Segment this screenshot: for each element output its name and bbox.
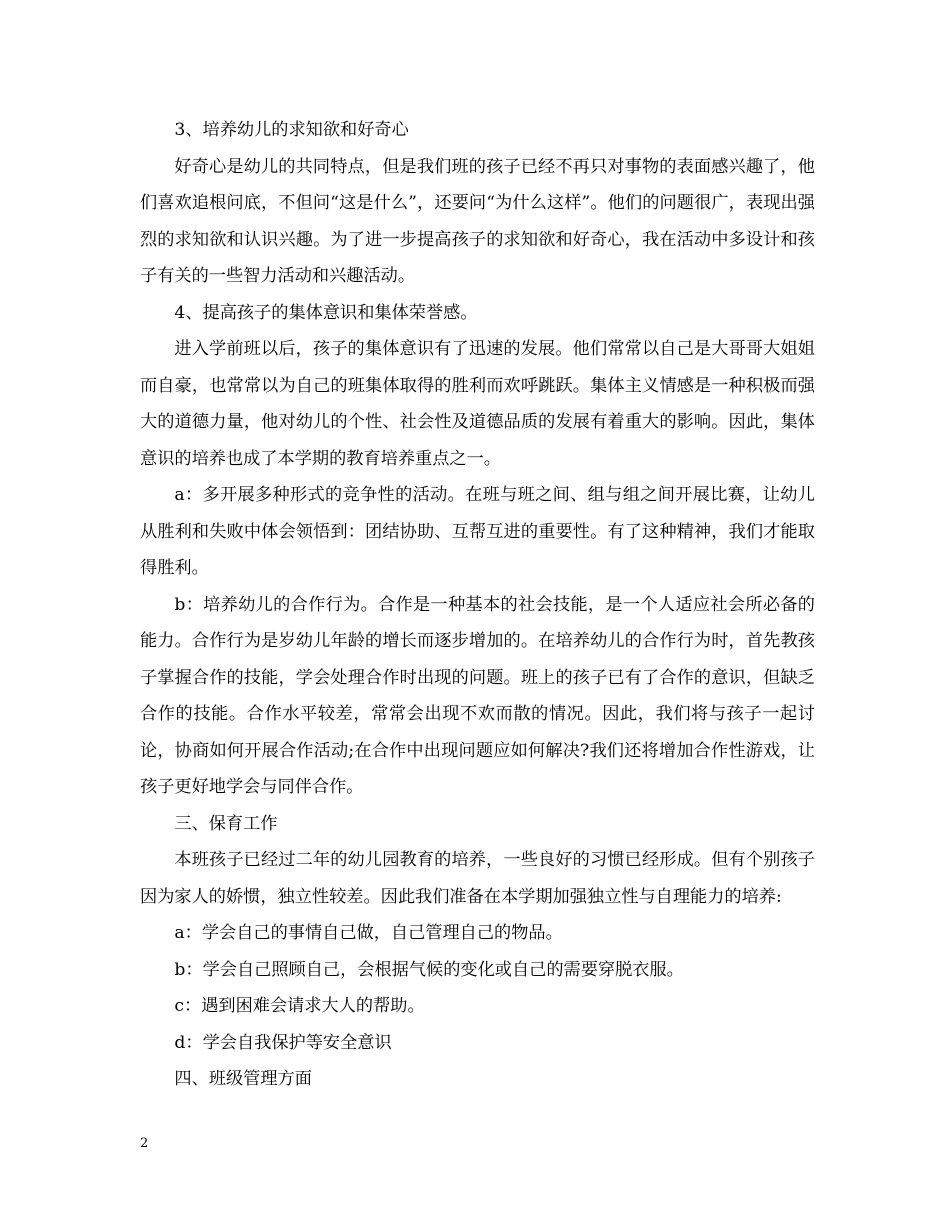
list-item-safety: d：学会自我保护等安全意识 (174, 1032, 392, 1053)
paragraph-collective-awareness: 进入学前班以后，孩子的集体意识有了迅速的发展。他们常常以自己是大哥哥大姐姐而自豪，也常常以为自己的班集体取得的胜利而欢呼跳跃。集体主义情感是一种积极而强大的道德力量，他对幼儿的个性、社会性及道德品质的发展有着重大的影响。因此，集体意识的培养也成了本学期的教育培养重点之一。 (140, 339, 815, 469)
page-number: 2 (140, 1136, 149, 1151)
heading-curiosity: 3、培养幼儿的求知欲和好奇心 (174, 120, 409, 140)
paragraph-childcare: 本班孩子已经过二年的幼儿园教育的培养，一些良好的习惯已经形成。但有个别孩子因为家人的娇惯，独立性较差。因此我们准备在本学期加强独立性与自理能力的培养: (140, 850, 815, 907)
list-item-competition: a：多开展多种形式的竞争性的活动。在班与班之间、组与组之间开展比赛，让幼儿从胜利和失败中体会领悟到：团结协助、互帮互进的重要性。有了这种精神，我们才能取得胜利。 (140, 485, 815, 578)
heading-class-management: 四、班级管理方面 (174, 1069, 312, 1089)
document-body (140, 112, 815, 1098)
list-item-self-care: b：学会自己照顾自己，会根据气候的变化或自己的需要穿脱衣服。 (174, 959, 684, 980)
list-item-cooperation: b：培养幼儿的合作行为。合作是一种基本的社会技能，是一个人适应社会所必备的能力。合作行为是岁幼儿年龄的增长而逐步增加的。在培养幼儿的合作行为时，首先教孩子掌握合作的技能，学会处理合作时出现的问题。班上的孩子已有了合作的意识，但缺乏合作的技能。合作水平较差，常常会出现不欢而散的情况。因此，我们将与孩子一起讨论，协商如何开展合作活动;在合作中出现问题应如何解决?我们还将增加合作性游戏，让孩子更好地学会与同伴合作。 (140, 594, 815, 797)
paragraph-curiosity: 好奇心是幼儿的共同特点，但是我们班的孩子已经不再只对事物的表面感兴趣了，他们喜欢追根问底，不但问“这是什么”，还要问“为什么这样”。他们的问题很广，表现出强烈的求知欲和认识兴趣。为了进一步提高孩子的求知欲和好奇心，我在活动中多设计和孩子有关的一些智力活动和兴趣活动。 (140, 156, 815, 286)
list-item-ask-for-help: c：遇到困难会请求大人的帮助。 (174, 996, 425, 1016)
heading-childcare: 三、保育工作 (174, 813, 278, 834)
list-item-self-management: a：学会自己的事情自己做，自己管理自己的物品。 (174, 923, 563, 943)
heading-collective-awareness: 4、提高孩子的集体意识和集体荣誉感。 (174, 302, 478, 323)
